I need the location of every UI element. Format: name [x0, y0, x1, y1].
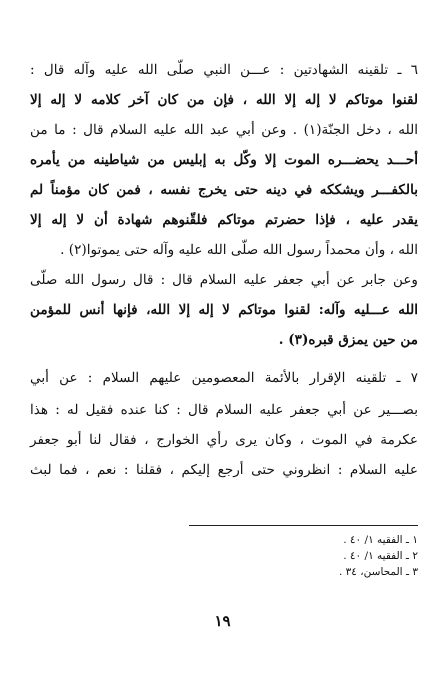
footnote-separator: [189, 525, 418, 526]
body-line: لقنوا موتاكم لا إله إلا الله ، فإن من كان آخر كلامه لا إله إلا: [30, 92, 418, 108]
footnote-item: ١ ـ الفقيه ١/ ٤٠ .: [343, 534, 418, 546]
body-line: أحـــد يحضـــره الموت إلا وكّل به إبليس من شياطينه من يأمره: [30, 152, 418, 168]
body-line: وعن جابر عن أبي جعفر عليه السلام قال : قال رسول الله صلّى: [30, 272, 418, 288]
body-line: الله ، وأن محمداً رسول الله صلّى الله عليه وآله حتى يموتوا(٢) .: [60, 242, 418, 258]
body-line: بصـــير عن أبي جعفر عليه السلام قال : كنا عنده فقيل له : هذا: [30, 402, 418, 418]
footnote-item: ٢ ـ الفقيه ١/ ٤٠ .: [343, 550, 418, 562]
body-line: من حين يمزق قبره(٣) .: [278, 332, 418, 348]
body-line: الله ، دخل الجنّة(١) . وعن أبي عبد الله عليه السلام قال : ما من: [30, 122, 418, 138]
body-line: الله عـــليه وآله: لقنوا موتاكم لا إله إلا الله، فإنها أنس للمؤمن: [30, 302, 418, 318]
footnote-item: ٣ ـ المحاسن، ٣٤ .: [338, 566, 418, 578]
page-number: ١٩: [214, 612, 231, 630]
body-line: عكرمة في الموت ، وكان يرى رأي الخوارج ، فقال لنا أبو جعفر: [30, 432, 418, 448]
body-line: ٧ ـ تلقينه الإقرار بالأئمة المعصومين عليهم السلام : عن أبي: [30, 370, 418, 386]
body-line: ٦ ـ تلقينه الشهادتين : عـــن النبي صلّى الله عليه وآله قال :: [30, 62, 418, 78]
body-line: يقدر عليه ، فإذا حضرتم موتاكم فلقّنوهم شهادة أن لا إله إلا: [30, 212, 418, 228]
body-line: عليه السلام : انظروني حتى أرجع إليكم ، فقلنا : نعم ، فما لبث: [30, 462, 418, 478]
body-line: بالكفـــر ويشككه في دينه حتى يخرج نفسه ، فمن كان مؤمناً لم: [30, 182, 418, 198]
